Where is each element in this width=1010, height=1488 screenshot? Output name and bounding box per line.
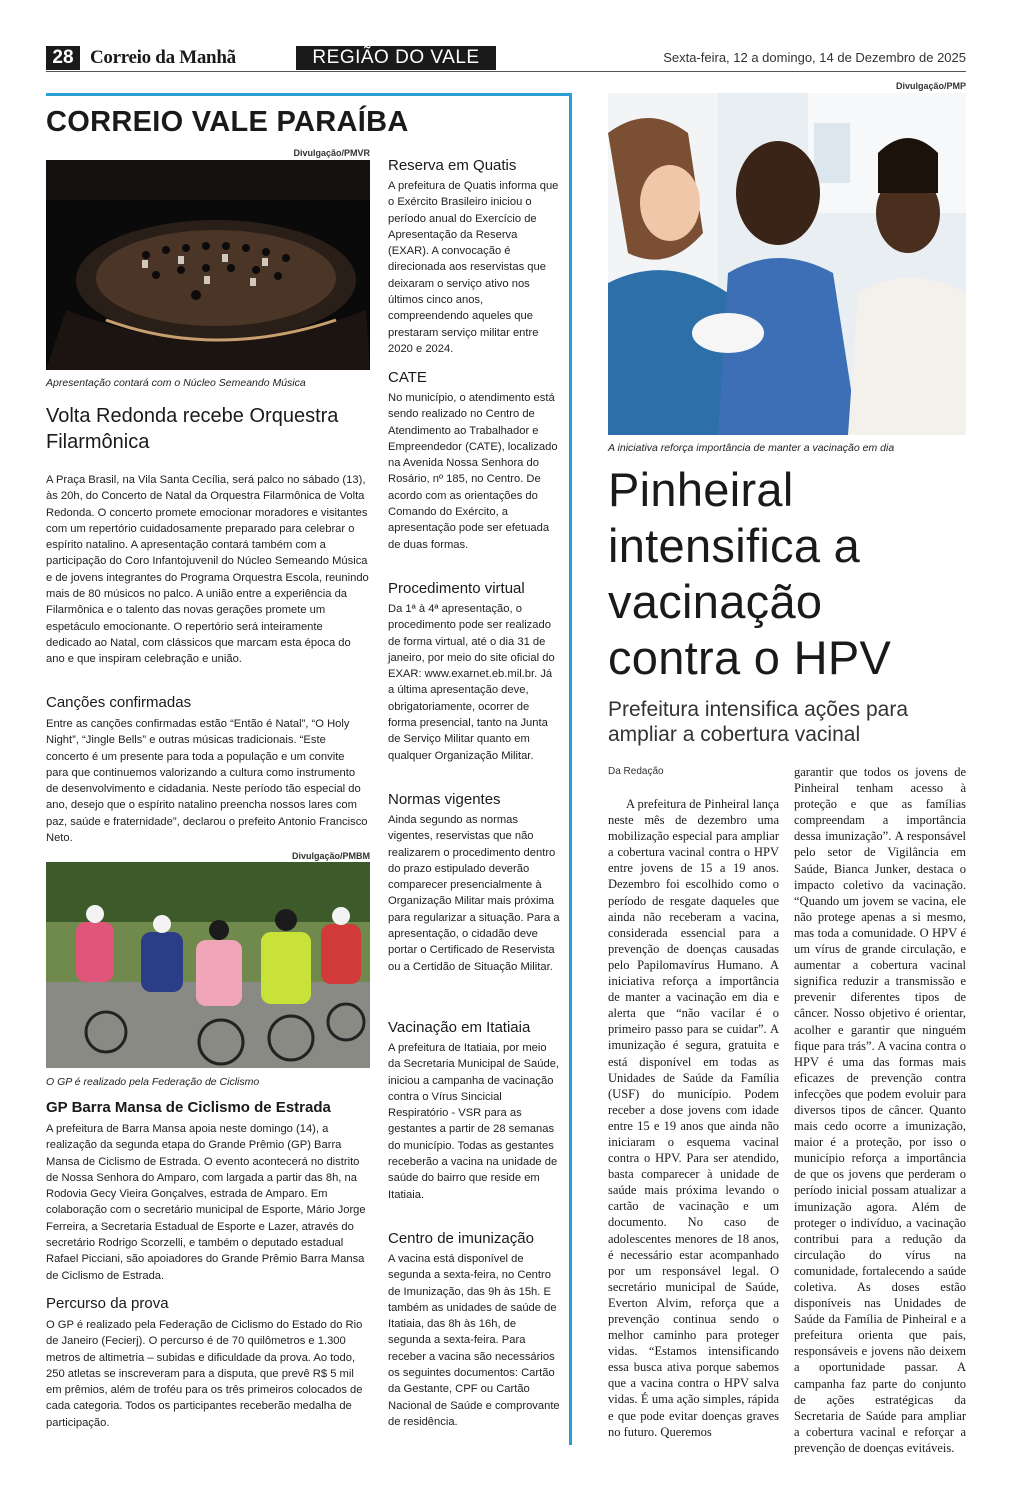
photo-caption: O GP é realizado pela Federação de Ciclismo [46,1076,260,1088]
issue-date: Sexta-feira, 12 a domingo, 14 de Dezembro de 2025 [663,50,966,65]
article-body: O GP é realizado pela Federação de Ciclismo do Estado do Rio de Janeiro (Fecierj). O percurso é de 70 quilômetros e 1.300 metros de altimetria – subidas e dificuldade da prova. Ao todo, 250 atletas se inscreveram para a disputa, que prevê R$ 5 mil em prêmios, além de troféu para os três primeiros colocados de cada categoria. Todos os participantes receberão medalha de participação. [46,1319,363,1429]
sidebar-text: A prefeitura de Itatiaia, por meio da Secretaria Municipal de Saúde, iniciou a campanha de vacinação contra o Vírus Sincicial Respiratório - VSR para as gestantes a partir de 28 semanas do município. Todas as gestantes receberão a vacina na unidade de saúde do bairro que reside em Itatiaia. [388,1042,560,1201]
photo-credit: Divulgação/PMVR [293,148,370,158]
section-label: REGIÃO DO VALE [296,46,496,70]
vaccination-photo [608,93,966,435]
cycling-photo [46,862,370,1068]
sidebar-heading: Vacinação em Itatiaia [388,1019,531,1036]
article-body: A Praça Brasil, na Vila Santa Cecília, será palco no sábado (13), às 20h, do Concerto de Natal da Orquestra Filarmônica de Volta Redonda. O concerto promete emocionar moradores e visitantes com um repertório cuidadosamente preparado para celebrar o espírito natalino. A apresentação contará também com a participação do Coro Infantojuvenil do Núcleo Semeando Música e de jovens integrantes do Programa Orquestra Escola, reunindo mais de 80 músicos no palco. A união entre a experiência da Filarmônica e o talento das novas gerações promete um espetáculo emocionante. O repertório será inteiramente dedicado ao Natal, com clássicos que marcam esta época do ano e que inspiram celebração e união. [46,474,369,666]
header-rule [46,71,966,72]
article-subhead: Canções confirmadas [46,694,192,711]
sidebar-heading: Reserva em Quatis [388,157,517,174]
article-body: A prefeitura de Barra Mansa apoia neste domingo (14), a realização da segunda etapa do Grande Prêmio (GP) Barra Mansa de Ciclismo de Estrada. O evento acontecerá no distrito de Nossa Senhora do Amparo, com largada a partir das 8h, na Rodovia Gecy Vieira Gonçalves, estrada de Amparo. Em colaboração com o secretário municipal de Esporte, Mário Jorge Ferreira, a Secretaria Estadual de Esporte e Lazer, através do secretário Rodrigo Scorzelli, e também o deputado estadual Rafael Picciani, são apoiadores do Grande Prêmio Barra Mansa de Ciclismo de Estrada. [46,1123,366,1282]
section-top-rule [46,93,572,96]
sidebar-text: Ainda segundo as normas vigentes, reservistas que não realizarem o procedimento dentro do prazo estipulado deverão comparecer presencialmente à Organização Militar mais próxima para regularizar a situação. Para a apresentação, o cidadão deve portar o Certificado de Reservista ou a Certidão de Situação Militar. [388,814,560,973]
photo-credit: Divulgação/PMBM [291,851,370,861]
article-body: Entre as canções confirmadas estão “Então é Natal”, “O Holy Night”, “Jingle Bells” e outras músicas tradicionais. “Este concerto é um presente para toda a população e um convite para que continuemos valorizando a cultura como instrumento de desenvolvimento e cidadania. Neste período tão especial do ano, desejo que o espírito natalino preencha nossos lares com paz, saúde e fraternidade”, declarou o prefeito Antonio Francisco Neto. [46,718,368,845]
section-title: CORREIO VALE PARAÍBA [46,106,409,138]
main-headline: Pinheiral intensifica a vacinação contra o HPV [608,463,892,684]
photo-caption: Apresentação contará com o Núcleo Semeando Música [46,377,306,389]
article-subhead: Percurso da prova [46,1295,169,1312]
sidebar-heading: Normas vigentes [388,791,501,808]
article-headline: Volta Redonda recebe Orquestra Filarmônica [46,405,339,453]
photo-credit: Divulgação/PMP [895,81,966,91]
photo-caption: A iniciativa reforça importância de manter a vacinação em dia [608,442,895,454]
sidebar-heading: CATE [388,369,427,386]
main-subtitle: Prefeitura intensifica ações para ampliar a cobertura vacinal [608,698,908,746]
article-headline: GP Barra Mansa de Ciclismo de Estrada [46,1099,331,1116]
article-column: garantir que todos os jovens de Pinheiral tenham acesso à proteção e que as famílias compreendam a importância dessa imunização”. A responsável pelo setor de Vigilância em Saúde, Bianca Junker, destaca o impacto coletivo da vacinação. “Quando um jovem se vacina, ele não protege apenas a si mesmo, mas toda a comunidade. O HPV é um vírus de grande circulação, e aumentar a cobertura vacinal significa reduzir a transmissão e prevenir diferentes tipos de câncer. Nosso objetivo é orientar, acolher e garantir que ninguém fique para trás”. A vacina contra o HPV é uma das formas mais eficazes de prevenção contra infecções que podem evoluir para diversos tipos de câncer. Quanto mais cedo ocorre a imunização, maior é a proteção, por isso o município reforça a importância de que os jovens que perderam o período inicial possam atualizar a imunização agora. Além de proteger o indivíduo, a vacinação contribui para a redução da circulação do vírus na comunidade, fortalecendo a saúde coletiva. As doses estão disponíveis nas Unidades de Saúde da Família de Pinheiral e a prefeitura orienta que pais, responsáveis e jovens não deixem a oportunidade passar. A campanha faz parte do conjunto de ações estratégicas da Secretaria de Saúde para ampliar a cobertura vacinal e reforçar a prevenção de doenças evitáveis. [794,765,966,1455]
sidebar-text: No município, o atendimento está sendo realizado no Centro de Atendimento ao Trabalhador e Empreendedor (CATE), localizado na Avenida Nossa Senhora do Rosário, nº 185, no Centro. De acordo com as orientações do Comando do Exército, a apresentação pode ser efetuada de duas formas. [388,392,558,551]
sidebar-text: A prefeitura de Quatis informa que o Exército Brasileiro iniciou o período anual do Exercício de Apresentação da Reserva (EXAR). A convocação é direcionada aos reservistas que deixaram o serviço ativo nos últimos cinco anos, compreendendo aqueles que prestaram serviço militar entre 2020 e 2024. [388,180,559,355]
sidebar-heading: Centro de imunização [388,1230,534,1247]
sidebar-text: A vacina está disponível de segunda a sexta-feira, no Centro de Imunização, das 9h às 15h. E também as unidades de saúde de Itatiaia, das 8h às 16h, de segunda a sexta-feira. Para receber a vacina são necessários os seguintes documentos: Cartão da Gestante, CPF ou Cartão Nacional de Saúde e comprovante de residência. [388,1253,560,1428]
orchestra-photo [46,160,370,370]
page-header [46,46,966,72]
byline: Da Redação [608,766,664,777]
page-number: 28 [46,46,80,70]
sidebar-text: Da 1ª à 4ª apresentação, o procedimento pode ser realizado de forma virtual, até o dia 31 de janeiro, por meio do site oficial do EXAR: www.exarnet.eb.mil.br. Já a última apresentação deve, obrigatoriamente, ocorrer de forma presencial, tanto na Junta de Serviço Militar quanto em qualquer Organização Militar. [388,603,555,762]
section-side-rule [569,93,572,1445]
newspaper-name: Correio da Manhã [90,47,236,68]
sidebar-heading: Procedimento virtual [388,580,525,597]
article-column: A prefeitura de Pinheiral lança neste mês de dezembro uma mobilização especial para ampliar a cobertura vacinal contra o HPV entre jovens de 15 a 19 anos. Dezembro foi escolhido como o período de resgate daqueles que ainda não receberam a vacina, considerada essencial para a prevenção de doenças causadas pelo Papilomavírus Humano. A iniciativa reforça a importância de manter a vacinação em dia e alerta que “não vacilar é o primeiro passo para se cuidar”. A imunização é segura, gratuita e está disponível em todas as Unidades de Saúde da Família (USF) do município. Podem receber a dose jovens com idade entre 15 e 19 anos que ainda não iniciaram o esquema vacinal contra o HPV. Para ser atendido, basta comparecer à unidade de saúde mais próxima levando o cartão de vacinação e um documento. No caso de adolescentes menores de 18 anos, é necessário estar acompanhado por um responsável legal. O secretário municipal de Saúde, Everton Alvim, reforça que a prevenção continua sendo o melhor caminho para proteger vidas. “Estamos intensificando essa busca ativa porque sabemos que a vacina contra o HPV salva vidas. É uma ação simples, rápida e que pode evitar doenças graves no futuro. Queremos [608,797,779,1439]
